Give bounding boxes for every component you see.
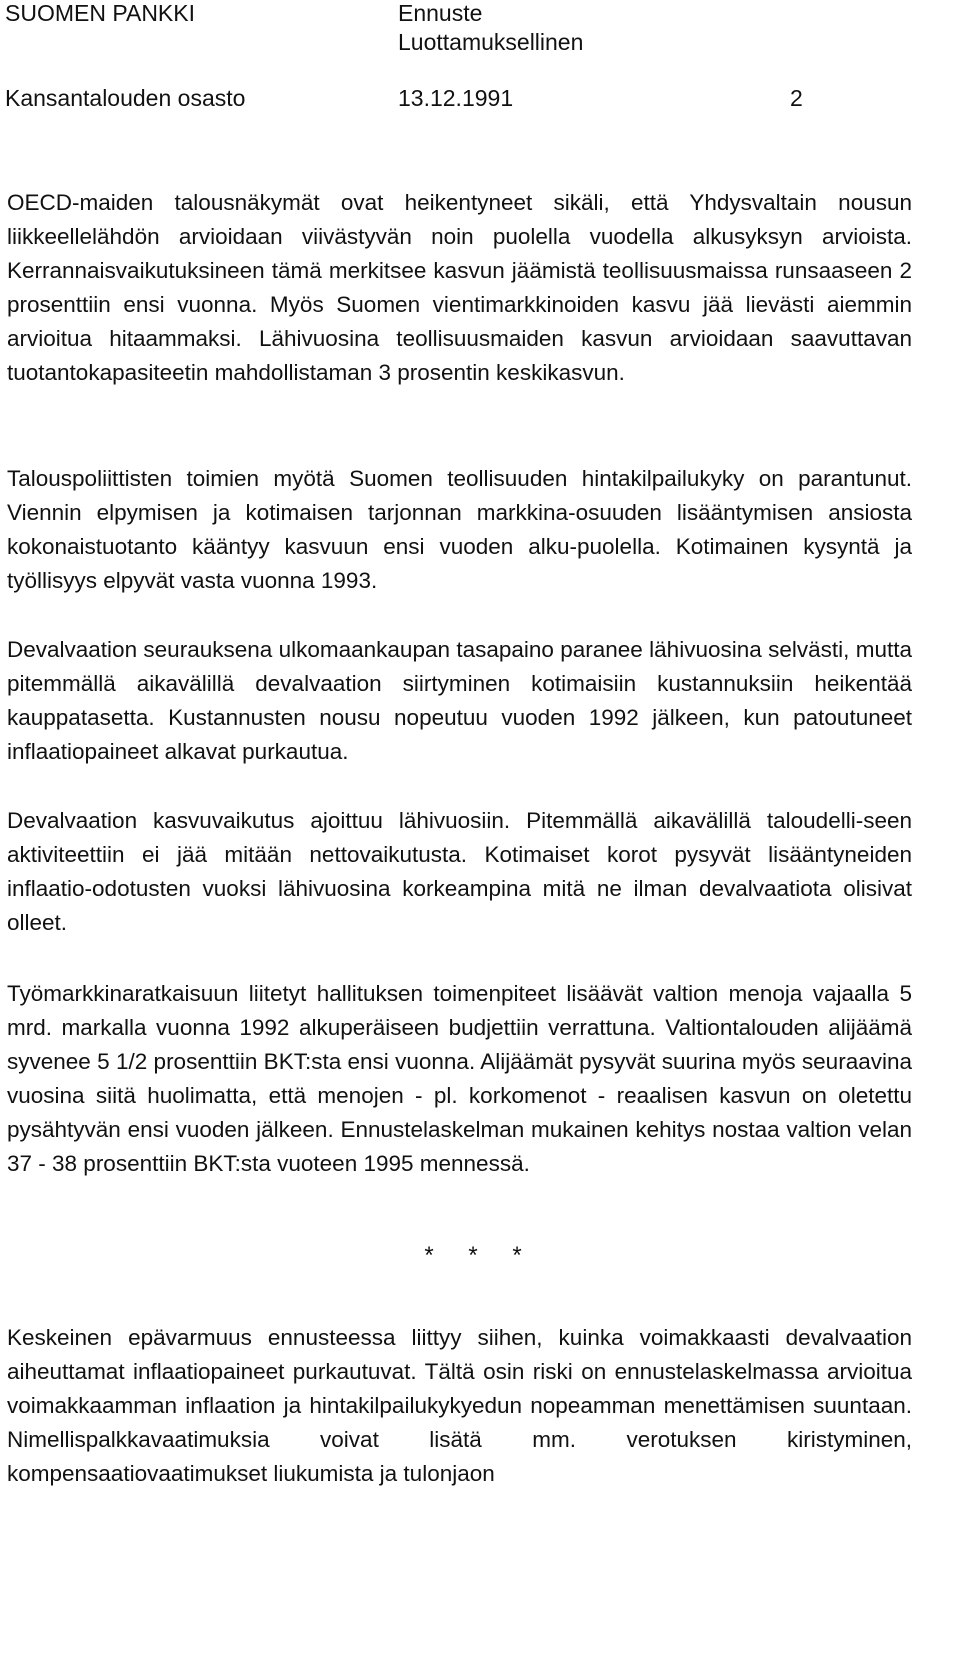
- paragraph-growth-effect: Devalvaation kasvuvaikutus ajoittuu lähivuosiin. Pitemmällä aikavälillä taloudelli-seen aktiviteettiin ei jää mitään nettovaikutusta. Kotimaiset korot pysyvät lisääntyneiden inflaatio-odotusten vuoksi lähivuosina korkeampina mitä ne ilman devalvaatiota olisivat olleet.: [7, 808, 912, 935]
- document-date: 13.12.1991: [398, 85, 514, 111]
- department-name: Kansantalouden osasto: [5, 85, 246, 111]
- classification-label: Luottamuksellinen: [398, 29, 584, 55]
- institution-name: SUOMEN PANKKI: [5, 0, 195, 26]
- paragraph-public-finances: Työmarkkinaratkaisuun liitetyt hallituksen toimenpiteet lisäävät valtion menoja vajaalla 5 mrd. markalla vuonna 1992 alkuperäiseen budjettiin verrattuna. Valtiontalouden alijäämä syvenee 5 1/2 prosenttiin BKT:sta ensi vuonna. Alijäämät pysyvät suurina myös seuraavina vuosina siitä huolimatta, että menojen - pl. korkomenot - reaalisen kasvun on oletettu pysähtyvän ensi vuoden jälkeen. Ennustelaskelman mukainen kehitys nostaa valtion velan 37 - 38 prosenttiin BKT:sta vuoteen 1995 mennessä.: [7, 981, 912, 1176]
- page-number: 2: [790, 85, 803, 111]
- paragraph-competitiveness: Talouspoliittisten toimien myötä Suomen teollisuuden hintakilpailukyky on parantunut. Viennin elpymisen ja kotimaisen tarjonnan markkina-osuuden lisääntymisen ansiosta kokonaistuotanto kääntyy kasvuun ensi vuoden alku-puolella. Kotimainen kysyntä ja työllisyys elpyvät vasta vuonna 1993.: [7, 466, 912, 593]
- paragraph-oecd-outlook: OECD-maiden talousnäkymät ovat heikentyneet sikäli, että Yhdysvaltain nousun liikkeellelähdön arvioidaan viivästyvän noin puolella vuodella alkusyksyn arvioista. Kerrannaisvaikutuksineen tämä merkitsee kasvun jäämistä teollisuusmaissa runsaaseen 2 prosenttiin ensi vuonna. Myös Suomen vientimarkkinoiden kasvu jää lievästi aiemmin arvioitua hitaammaksi. Lähivuosina teollisuusmaiden kasvun arvioidaan saavuttavan tuotantokapasiteetin mahdollistaman 3 prosentin keskikasvun.: [7, 190, 912, 385]
- paragraph-uncertainty: Keskeinen epävarmuus ennusteessa liittyy siihen, kuinka voimakkaasti devalvaation aiheuttamat inflaatiopaineet purkautuvat. Tältä osin riski on ennustelaskelmassa arvioitua voimakkaamman inflaation ja hintakilpailukykyedun nopeamman menettämisen suuntaan. Nimellispalkkavaatimuksia voivat lisätä mm. verotuksen kiristyminen, kompensaatiovaatimukset liukumista ja tulonjaon: [7, 1325, 912, 1486]
- section-separator: * * *: [424, 1242, 536, 1269]
- paragraph-trade-balance: Devalvaation seurauksena ulkomaankaupan tasapaino paranee lähivuosina selvästi, mutta pitemmällä aikavälillä devalvaation siirtyminen kotimaisiin kustannuksiin heikentää kauppatasetta. Kustannusten nousu nopeutuu vuoden 1992 jälkeen, kun patoutuneet inflaatiopaineet alkavat purkautua.: [7, 637, 912, 764]
- document-type: Ennuste: [398, 0, 483, 26]
